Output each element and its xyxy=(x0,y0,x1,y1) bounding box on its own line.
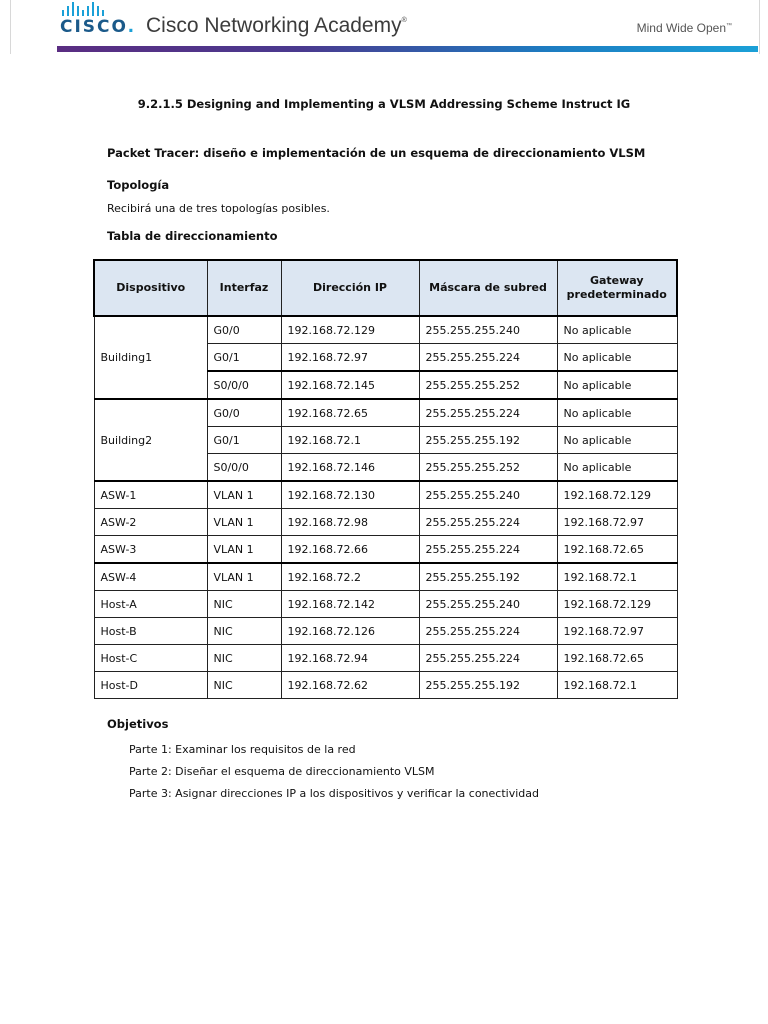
mask-cell: 255.255.255.240 xyxy=(419,316,557,344)
gateway-cell: No aplicable xyxy=(557,427,677,454)
device-cell: Host-B xyxy=(94,618,207,645)
mask-cell: 255.255.255.224 xyxy=(419,618,557,645)
table-row xyxy=(94,481,677,509)
ip-cell: 192.168.72.98 xyxy=(281,509,419,536)
device-cell: ASW-2 xyxy=(94,509,207,536)
cisco-bars-icon xyxy=(62,2,136,16)
interface-cell: NIC xyxy=(207,618,281,645)
interface-cell: NIC xyxy=(207,591,281,618)
table-row xyxy=(94,399,677,427)
gateway-cell: 192.168.72.65 xyxy=(557,536,677,564)
mask-cell: 255.255.255.240 xyxy=(419,481,557,509)
table-row xyxy=(94,618,677,645)
cisco-wordmark: CISCO. xyxy=(60,17,137,37)
table-row xyxy=(94,563,677,591)
mask-cell: 255.255.255.224 xyxy=(419,344,557,372)
gateway-cell: 192.168.72.65 xyxy=(557,645,677,672)
interface-cell: VLAN 1 xyxy=(207,509,281,536)
objetivos-heading: Objetivos xyxy=(107,717,169,731)
interface-cell: NIC xyxy=(207,645,281,672)
table-row xyxy=(94,591,677,618)
table-row xyxy=(94,536,677,564)
device-cell: Host-A xyxy=(94,591,207,618)
table-header-row xyxy=(94,260,677,316)
document-subtitle: Packet Tracer: diseño e implementación de un esquema de direccionamiento VLSM xyxy=(107,146,646,160)
table-row xyxy=(94,645,677,672)
addressing-table xyxy=(93,259,678,699)
interface-cell: S0/0/0 xyxy=(207,371,281,399)
ip-cell: 192.168.72.97 xyxy=(281,344,419,372)
interface-cell: VLAN 1 xyxy=(207,563,281,591)
gateway-cell: 192.168.72.1 xyxy=(557,672,677,699)
academy-title: Cisco Networking Academy® xyxy=(146,14,407,37)
mask-cell: 255.255.255.252 xyxy=(419,371,557,399)
ip-cell: 192.168.72.129 xyxy=(281,316,419,344)
header-direccion-ip: Dirección IP xyxy=(281,260,419,316)
device-cell: Building1 xyxy=(94,316,207,399)
ip-cell: 192.168.72.2 xyxy=(281,563,419,591)
interface-cell: S0/0/0 xyxy=(207,454,281,482)
ip-cell: 192.168.72.142 xyxy=(281,591,419,618)
header-gateway: Gateway predeterminado xyxy=(557,260,677,316)
mask-cell: 255.255.255.224 xyxy=(419,509,557,536)
ip-cell: 192.168.72.62 xyxy=(281,672,419,699)
objetivos-list xyxy=(129,739,539,805)
device-cell: Host-D xyxy=(94,672,207,699)
interface-cell: G0/0 xyxy=(207,316,281,344)
interface-cell: VLAN 1 xyxy=(207,481,281,509)
mask-cell: 255.255.255.224 xyxy=(419,536,557,564)
device-cell: ASW-4 xyxy=(94,563,207,591)
ip-cell: 192.168.72.1 xyxy=(281,427,419,454)
tabla-heading: Tabla de direccionamiento xyxy=(107,229,278,243)
ip-cell: 192.168.72.145 xyxy=(281,371,419,399)
mask-cell: 255.255.255.224 xyxy=(419,645,557,672)
interface-cell: G0/0 xyxy=(207,399,281,427)
interface-cell: VLAN 1 xyxy=(207,536,281,564)
mask-cell: 255.255.255.224 xyxy=(419,399,557,427)
cisco-logo xyxy=(60,2,136,37)
gateway-cell: 192.168.72.97 xyxy=(557,509,677,536)
interface-cell: G0/1 xyxy=(207,427,281,454)
ip-cell: 192.168.72.66 xyxy=(281,536,419,564)
table-row xyxy=(94,509,677,536)
gateway-cell: 192.168.72.129 xyxy=(557,591,677,618)
ip-cell: 192.168.72.130 xyxy=(281,481,419,509)
gateway-cell: 192.168.72.97 xyxy=(557,618,677,645)
tagline: Mind Wide Open™ xyxy=(636,21,732,35)
header-mascara: Máscara de subred xyxy=(419,260,557,316)
gateway-cell: No aplicable xyxy=(557,399,677,427)
interface-cell: NIC xyxy=(207,672,281,699)
gateway-cell: No aplicable xyxy=(557,371,677,399)
interface-cell: G0/1 xyxy=(207,344,281,372)
list-item: Parte 3: Asignar direcciones IP a los dispositivos y verificar la conectividad xyxy=(129,787,539,800)
ip-cell: 192.168.72.94 xyxy=(281,645,419,672)
device-cell: Host-C xyxy=(94,645,207,672)
list-item: Parte 2: Diseñar el esquema de direccionamiento VLSM xyxy=(129,765,435,778)
mask-cell: 255.255.255.240 xyxy=(419,591,557,618)
list-item: Parte 1: Examinar los requisitos de la red xyxy=(129,743,356,756)
topologia-heading: Topología xyxy=(107,178,170,192)
ip-cell: 192.168.72.126 xyxy=(281,618,419,645)
gateway-cell: No aplicable xyxy=(557,454,677,482)
table-row xyxy=(94,316,677,344)
document-title: 9.2.1.5 Designing and Implementing a VLSM Addressing Scheme Instruct IG xyxy=(137,97,631,111)
mask-cell: 255.255.255.192 xyxy=(419,427,557,454)
table-row xyxy=(94,672,677,699)
gateway-cell: No aplicable xyxy=(557,344,677,372)
header-interfaz: Interfaz xyxy=(207,260,281,316)
ip-cell: 192.168.72.146 xyxy=(281,454,419,482)
gateway-cell: 192.168.72.129 xyxy=(557,481,677,509)
gateway-cell: No aplicable xyxy=(557,316,677,344)
device-cell: ASW-1 xyxy=(94,481,207,509)
mask-cell: 255.255.255.252 xyxy=(419,454,557,482)
device-cell: Building2 xyxy=(94,399,207,481)
gateway-cell: 192.168.72.1 xyxy=(557,563,677,591)
device-cell: ASW-3 xyxy=(94,536,207,564)
topologia-text: Recibirá una de tres topologías posibles. xyxy=(107,202,330,215)
ip-cell: 192.168.72.65 xyxy=(281,399,419,427)
header-gradient-bar xyxy=(57,46,758,52)
mask-cell: 255.255.255.192 xyxy=(419,563,557,591)
mask-cell: 255.255.255.192 xyxy=(419,672,557,699)
header-dispositivo: Dispositivo xyxy=(94,260,207,316)
